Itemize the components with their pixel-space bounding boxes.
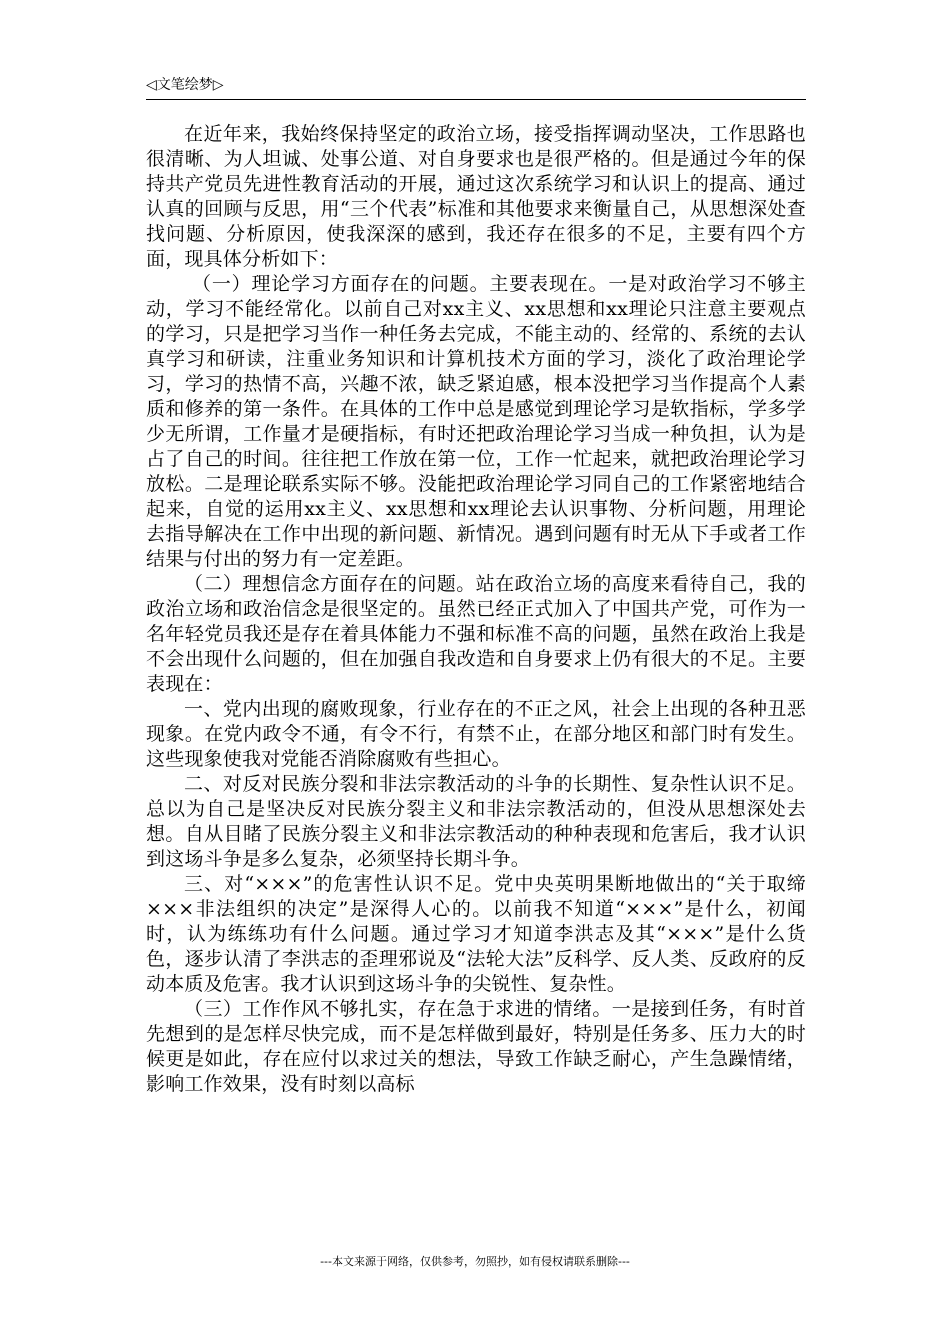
paragraph-intro: 在近年来，我始终保持坚定的政治立场，接受指挥调动坚决，工作思路也很清晰、为人坦诚、处事公道、对自身要求也是很严格的。但是通过今年的保持共产党员先进性教育活动的开展，通过这次系统学习和认识上的提高、通过认真的回顾与反思，用“三个代表”标准和其他要求来衡量自己，从思想深处查找问题、分析原因，使我深深的感到，我还存在很多的不足，主要有四个方面，现具体分析如下： (146, 123, 806, 270)
header-logo-text: ◁文笔绘梦▷ (146, 77, 224, 93)
paragraph-section-1: （一）理论学习方面存在的问题。主要表现在。一是对政治学习不够主动，学习不能经常化。以前自己对xx主义、xx思想和xx理论只注意主要观点的学习，只是把学习当作一种任务去完成，不能主动的、经常的、系统的去认真学习和研读，注重业务知识和计算机技术方面的学习，淡化了政治理论学习，学习的热情不高，兴趣不浓，缺乏紧迫感，根本没把学习当作提高个人素质和修养的第一条件。在具体的工作中总是感觉到理论学习是软指标，学多学少无所谓，工作量才是硬指标，有时还把政治理论学习当成一种负担，认为是占了自己的时间。往往把工作放在第一位，工作一忙起来，就把政治理论学习放松。二是理论联系实际不够。没能把政治理论学习同自己的工作紧密地结合起来，自觉的运用xx主义、xx思想和xx理论去认识事物、分析问题，用理论去指导解决在工作中出现的新问题、新情况。遇到问题有时无从下手或者工作结果与付出的努力有一定差距。 (146, 273, 806, 570)
paragraph-item-2: 二、对反对民族分裂和非法宗教活动的斗争的长期性、复杂性认识不足。总以为自己是坚决反对民族分裂主义和非法宗教活动的，但没从思想深处去想。自从目睹了民族分裂主义和非法宗教活动的种种表现和危害后，我才认识到这场斗争是多么复杂，必须坚持长期斗争。 (146, 773, 806, 870)
page-footer: ---本文来源于网络，仅供参考，勿照抄，如有侵权请联系删除--- (320, 1255, 630, 1268)
document-body (146, 122, 806, 1097)
paragraph-item-3: 三、对“×××”的危害性认识不足。党中央英明果断地做出的“关于取缔×××非法组织的决定”是深得人心的。以前我不知道“×××”是什么，初闻时，认为练练功有什么问题。通过学习才知道李洪志及其“×××”是什么货色，逐步认清了李洪志的歪理邪说及“法轮大法”反科学、反人类、反政府的反动本质及危害。我才认识到这场斗争的尖锐性、复杂性。 (146, 873, 806, 995)
paragraph-section-2: （二）理想信念方面存在的问题。站在政治立场的高度来看待自己，我的政治立场和政治信念是很坚定的。虽然已经正式加入了中国共产党，可作为一名年轻党员我还是存在着具体能力不强和标准不高的问题，虽然在政治上我是不会出现什么问题的，但在加强自我改造和自身要求上仍有很大的不足。主要表现在： (146, 573, 806, 695)
page-header (146, 75, 806, 100)
paragraph-section-3: （三）工作作风不够扎实，存在急于求进的情绪。一是接到任务，有时首先想到的是怎样尽快完成，而不是怎样做到最好，特别是任务多、压力大的时候更是如此，存在应付以求过关的想法，导致工作缺乏耐心，产生急躁情绪，影响工作效果，没有时刻以高标 (146, 998, 806, 1095)
paragraph-item-1: 一、党内出现的腐败现象，行业存在的不正之风，社会上出现的各种丑恶现象。在党内政令不通，有令不行，有禁不止，在部分地区和部门时有发生。这些现象使我对党能否消除腐败有些担心。 (146, 698, 806, 770)
